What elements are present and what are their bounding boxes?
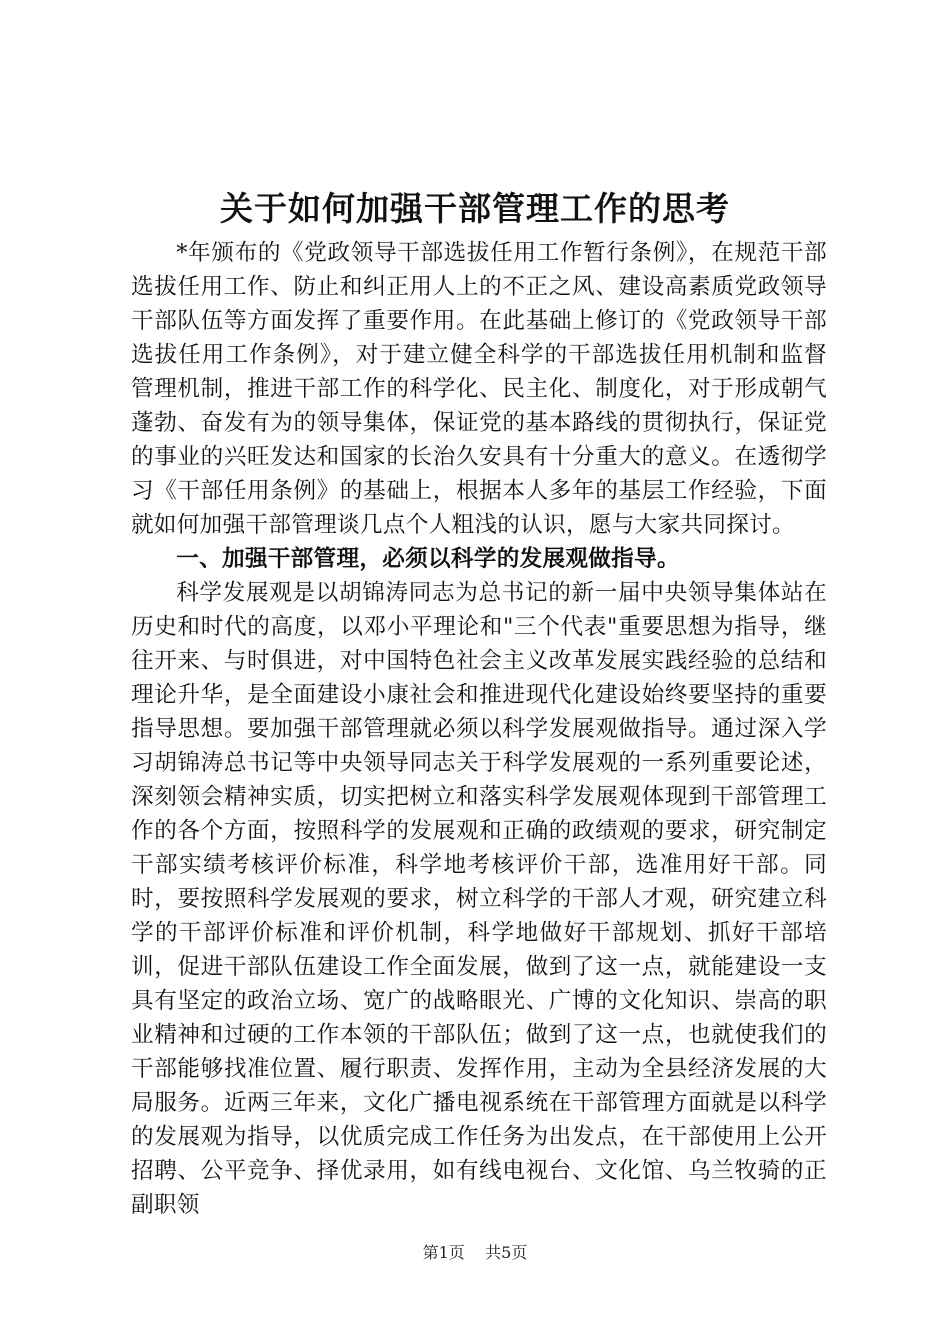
section-1-paragraph: 科学发展观是以胡锦涛同志为总书记的新一届中央领导集体站在历史和时代的高度，以邓小平理论和"三个代表"重要思想为指导，继往开来、与时俱进，对中国特色社会主义改革发展实践经验的总结和理论升华，是全面建设小康社会和推进现代化建设始终要坚持的重要指导思想。要加强干部管理就必须以科学发展观做指导。通过深入学习胡锦涛总书记等中央领导同志关于科学发展观的一系列重要论述，深刻领会精神实质，切实把树立和落实科学发展观体现到干部管理工作的各个方面，按照科学的发展观和正确的政绩观的要求，研究制定干部实绩考核评价标准，科学地考核评价干部，选准用好干部。同时，要按照科学发展观的要求，树立科学的干部人才观，研究建立科学的干部评价标准和评价机制，科学地做好干部规划、抓好干部培训，促进干部队伍建设工作全面发展，做到了这一点，就能建设一支具有坚定的政治立场、宽广的战略眼光、广博的文化知识、崇高的职业精神和过硬的工作本领的干部队伍；做到了这一点，也就使我们的干部能够找准位置、履行职责、发挥作用，主动为全县经济发展的大局服务。近两三年来，文化广播电视系统在干部管理方面就是以科学的发展观为指导，以优质完成工作任务为出发点，在干部使用上公开招聘、公平竞争、择优录用，如有线电视台、文化馆、乌兰牧骑的正副职领 (131, 580, 827, 1218)
section-heading-1: 一、加强干部管理，必须以科学的发展观做指导。 (176, 546, 680, 572)
document-title: 关于如何加强干部管理工作的思考 (220, 189, 730, 228)
page-separator (470, 1243, 480, 1262)
document-body (131, 236, 827, 1222)
page-total: 共5页 (485, 1243, 528, 1262)
intro-paragraph: *年颁布的《党政领导干部选拔任用工作暂行条例》，在规范干部选拔任用工作、防止和纠正用人上的不正之风、建设高素质党政领导干部队伍等方面发挥了重要作用。在此基础上修订的《党政领导干部选拔任用工作条例》，对于建立健全科学的干部选拔任用机制和监督管理机制，推进干部工作的科学化、民主化、制度化，对于形成朝气蓬勃、奋发有为的领导集体，保证党的基本路线的贯彻执行，保证党的事业的兴旺发达和国家的长治久安具有十分重大的意义。在透彻学习《干部任用条例》的基础上，根据本人多年的基层工作经验，下面就如何加强干部管理谈几点个人粗浅的认识，愿与大家共同探讨。 (131, 240, 827, 538)
page-number: 第1页 (422, 1243, 465, 1262)
page-footer (0, 1241, 950, 1265)
